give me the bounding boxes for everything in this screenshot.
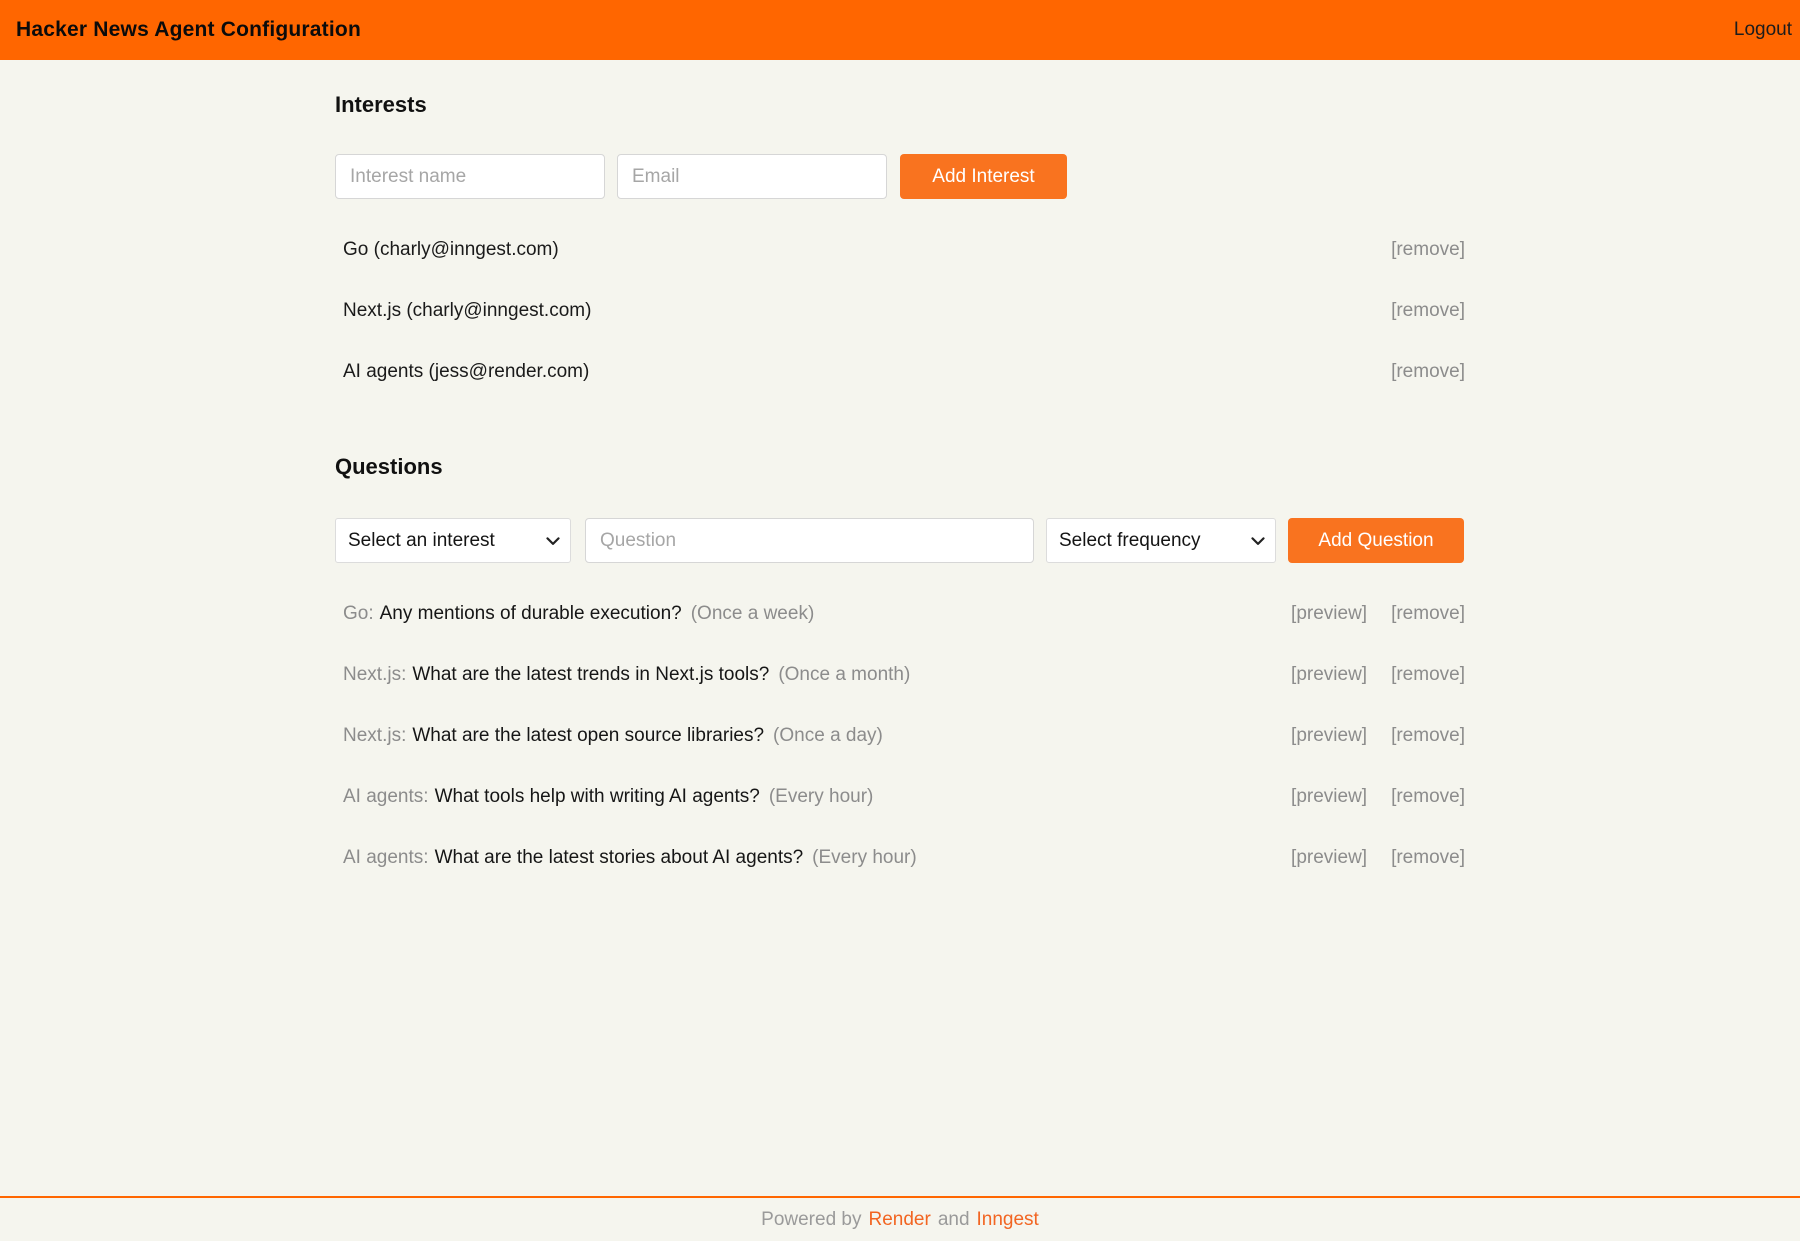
question-frequency-label: (Every hour) xyxy=(768,785,874,807)
question-text: Any mentions of durable execution? xyxy=(379,602,682,624)
question-preview-button[interactable]: [preview] xyxy=(1291,785,1368,807)
add-question-button[interactable]: Add Question xyxy=(1288,518,1464,563)
interest-label: Go (charly@inngest.com) xyxy=(343,238,559,260)
question-text: What are the latest trends in Next.js tools? xyxy=(412,663,770,685)
question-remove-button[interactable]: [remove] xyxy=(1391,785,1465,807)
app-footer xyxy=(0,1196,1800,1241)
interest-remove-button[interactable]: [remove] xyxy=(1391,238,1465,260)
question-frequency-label: (Once a month) xyxy=(778,663,911,685)
logout-button[interactable]: Logout xyxy=(1733,19,1792,40)
render-link[interactable]: Render xyxy=(868,1208,931,1230)
question-row xyxy=(335,713,1465,758)
question-remove-button[interactable]: [remove] xyxy=(1391,663,1465,685)
question-interest-label: AI agents: xyxy=(343,785,429,807)
question-interest-label: Next.js: xyxy=(343,663,407,685)
question-preview-button[interactable]: [preview] xyxy=(1291,724,1368,746)
question-frequency-label: (Once a day) xyxy=(773,724,883,746)
question-preview-button[interactable]: [preview] xyxy=(1291,663,1368,685)
interest-list xyxy=(335,227,1465,394)
interest-row xyxy=(335,349,1465,394)
question-preview-button[interactable]: [preview] xyxy=(1291,602,1368,624)
app-header xyxy=(0,0,1800,60)
question-row xyxy=(335,591,1465,636)
page-title: Hacker News Agent Configuration xyxy=(16,18,361,41)
interest-select[interactable] xyxy=(335,518,571,563)
interest-remove-button[interactable]: [remove] xyxy=(1391,360,1465,382)
interest-remove-button[interactable]: [remove] xyxy=(1391,299,1465,321)
add-question-form xyxy=(335,518,1465,563)
question-frequency-label: (Once a week) xyxy=(690,602,815,624)
question-list xyxy=(335,591,1465,880)
question-text: What are the latest open source libraries? xyxy=(412,724,765,746)
question-input[interactable] xyxy=(585,518,1034,563)
question-text: What tools help with writing AI agents? xyxy=(434,785,760,807)
interest-name-input[interactable] xyxy=(335,154,605,199)
and-text: and xyxy=(937,1208,970,1230)
add-interest-form xyxy=(335,154,1465,199)
question-remove-button[interactable]: [remove] xyxy=(1391,846,1465,868)
add-interest-button[interactable]: Add Interest xyxy=(900,154,1067,199)
question-interest-label: Go: xyxy=(343,602,374,624)
questions-heading: Questions xyxy=(335,454,443,479)
question-row xyxy=(335,652,1465,697)
question-text: What are the latest stories about AI agents? xyxy=(434,846,804,868)
question-interest-label: Next.js: xyxy=(343,724,407,746)
question-preview-button[interactable]: [preview] xyxy=(1291,846,1368,868)
question-frequency-label: (Every hour) xyxy=(812,846,917,868)
interests-heading: Interests xyxy=(335,92,427,117)
frequency-select[interactable] xyxy=(1046,518,1276,563)
question-row xyxy=(335,835,1465,880)
interest-row xyxy=(335,227,1465,272)
interest-label: Next.js (charly@inngest.com) xyxy=(343,299,592,321)
interest-email-input[interactable] xyxy=(617,154,887,199)
question-remove-button[interactable]: [remove] xyxy=(1391,602,1465,624)
question-interest-label: AI agents: xyxy=(343,846,429,868)
question-row xyxy=(335,774,1465,819)
interest-row xyxy=(335,288,1465,333)
inngest-link[interactable]: Inngest xyxy=(976,1208,1039,1230)
powered-by-text: Powered by xyxy=(761,1208,862,1230)
main-content xyxy=(0,60,1800,1196)
question-remove-button[interactable]: [remove] xyxy=(1391,724,1465,746)
interest-label: AI agents (jess@render.com) xyxy=(343,360,590,382)
